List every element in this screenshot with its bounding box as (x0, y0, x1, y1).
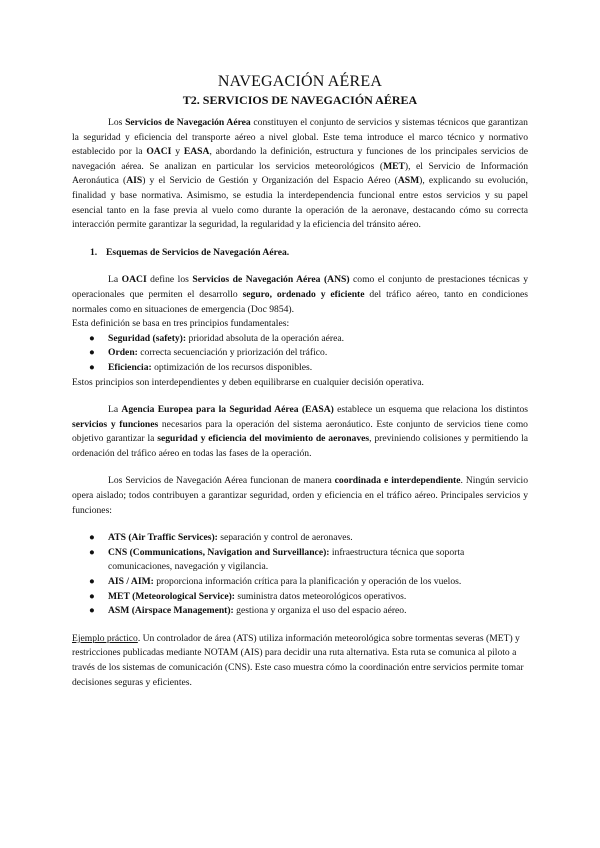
list-item: ● AIS / AIM: proporciona información crítica para la planificación y operación de los vuelos. (89, 576, 462, 588)
document-page (72, 72, 528, 690)
list-item: ● Orden: correcta secuenciación y priorización del tráfico. (89, 347, 328, 359)
example-label: Ejemplo práctico (72, 632, 138, 644)
list-item: ● ATS (Air Traffic Services): separación y control de aeronaves. (89, 532, 353, 544)
services-list (72, 531, 528, 619)
intro-paragraph: Los Servicios de Navegación Aérea constituyen el conjunto de servicios y sistemas técnicos que garantizan la seguridad y eficiencia del transporte aéreo a nivel global. Este tema introduce el marco técnico y normativo establecido por la OACI y EASA, abordando la definición, estructura y funciones de los principales servicios de navegación aérea. Se analizan en particular los servicios meteorológicos (MET), el Servicio de Información Aeronáutica (AIS) y el Servicio de Gestión y Organización del Espacio Aéreo (ASM), explicando su evolución, finalidad y base normativa. Asimismo, se estudia la interdependencia funcional entre estos servicios y su papel esencial tanto en la fase previa al vuelo como durante la operación de la aeronave, destacando cómo su correcta interacción permite garantizar la seguridad, la regularidad y la eficiencia del tránsito aéreo. (72, 117, 529, 231)
principles-outro: Estos principios son interdependientes y deben equilibrarse en cualquier decisión operativa. (72, 376, 424, 388)
list-item: ● ASM (Airspace Management): gestiona y organiza el uso del espacio aéreo. (89, 605, 407, 617)
oaci-paragraph: La OACI define los Servicios de Navegación Aérea (ANS) como el conjunto de prestaciones técnicas y operacionales que permiten el desarrollo seguro, ordenado y eficiente del tráfico aéreo, tanto en condiciones normales como en situaciones de emergencia (Doc 9854). (72, 274, 528, 315)
list-item: ● Eficiencia: optimización de los recursos disponibles. (89, 361, 313, 373)
document-title: NAVEGACIÓN AÉREA (217, 73, 383, 90)
list-item: ● MET (Meteorological Service): suministra datos meteorológicos operativos. (89, 590, 407, 602)
list-item: ● Seguridad (safety): prioridad absoluta de la operación aérea. (89, 332, 345, 344)
easa-paragraph: La Agencia Europea para la Seguridad Aérea (EASA) establece un esquema que relaciona los distintos servicios y funciones necesarios para la operación del sistema aeronáutico. Este conjunto de servicios tiene como objetivo garantizar la seguridad y eficiencia del movimiento de aeronaves, previniendo colisiones y permitiendo la ordenación del tráfico aéreo en todas las fases de la operación. (72, 404, 528, 459)
principles-intro: Esta definición se basa en tres principios fundamentales: (72, 318, 290, 330)
example-paragraph: Ejemplo práctico. Un controlador de área (ATS) utiliza información meteorológica sobre tormentas severas (MET) y restricciones publicadas mediante NOTAM (AIS) para decidir una ruta alternativa. Esta ruta se comunica al piloto a través de los sistemas de comunicación (CNS). Este caso muestra cómo la coordinación entre servicios permite tomar decisiones seguras y eficientes. (72, 632, 524, 688)
list-item: ● CNS (Communications, Navigation and Surveillance): infraestructura técnica que soporta comunicaciones, navegación y vigilancia. (89, 546, 465, 573)
coordination-paragraph: Los Servicios de Navegación Aérea funcionan de manera coordinada e interdependiente. Ningún servicio opera aislado; todos contribuyen a garantizar seguridad, orden y eficiencia en el tráfico aéreo. Principales servicios y funciones: (72, 475, 528, 516)
section-heading: 1. Esquemas de Servicios de Navegación Aérea. (90, 246, 290, 258)
principles-list (72, 332, 528, 376)
document-subtitle: T2. SERVICIOS DE NAVEGACIÓN AÉREA (182, 93, 418, 107)
